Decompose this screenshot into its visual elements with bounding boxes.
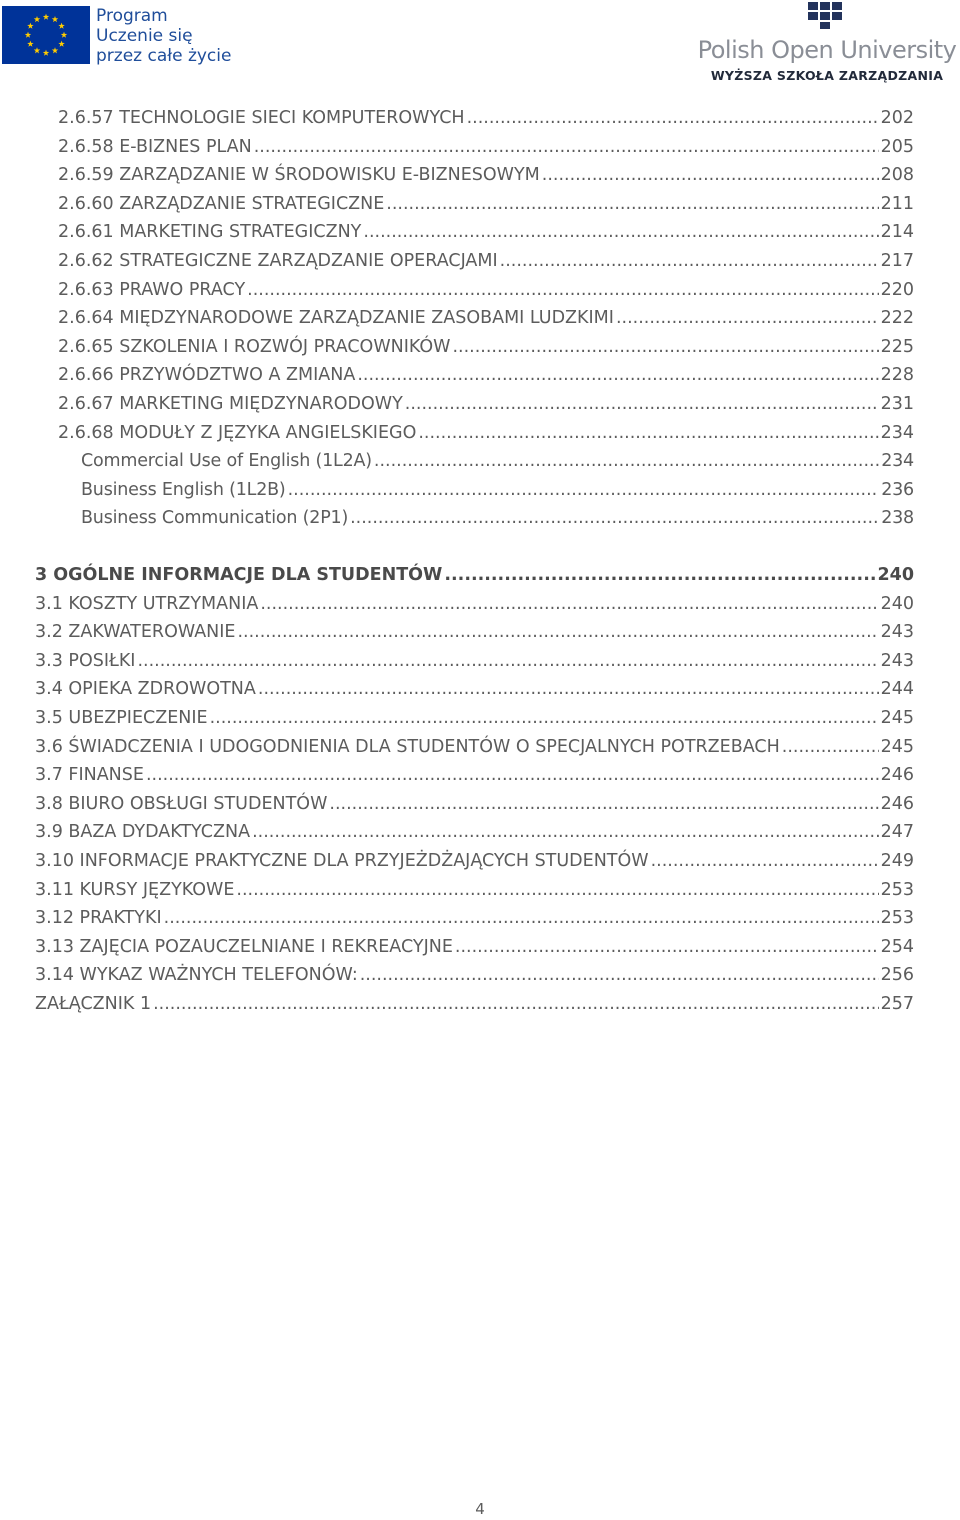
toc-entry-title: ZAŁĄCZNIK 1 — [35, 994, 152, 1014]
toc-dot-leader — [153, 994, 879, 1014]
toc-entry[interactable] — [35, 937, 914, 965]
toc-entry-title: 3.5 UBEZPIECZENIE — [35, 708, 208, 728]
toc-entry-page: 205 — [880, 136, 914, 157]
toc-entry-page: 245 — [880, 708, 914, 728]
toc-entry[interactable] — [81, 508, 914, 536]
toc-dot-leader — [500, 251, 879, 271]
toc-entry-title: 2.6.58 E-BIZNES PLAN — [58, 136, 252, 157]
toc-entry-page: 246 — [880, 765, 914, 786]
toc-entry-title: 3.2 ZAKWATEROWANIE — [35, 622, 236, 643]
toc-entry[interactable] — [35, 994, 914, 1022]
university-logo — [696, 0, 958, 86]
program-line-3: przez całe życie — [96, 46, 232, 66]
toc-entry-page: 228 — [880, 365, 914, 386]
toc-entry[interactable] — [58, 137, 914, 165]
toc-dot-leader — [360, 965, 879, 985]
toc-entry-title: 3.13 ZAJĘCIA POZAUCZELNIANE I REKREACYJNE — [35, 936, 453, 957]
toc-entry-title: Business English (1L2B) — [81, 479, 286, 500]
toc-dot-leader — [357, 365, 878, 385]
toc-entry[interactable] — [58, 194, 914, 222]
toc-dot-leader — [254, 137, 879, 157]
toc-dot-leader — [444, 565, 875, 585]
toc-entry-title: 3.11 KURSY JĘZYKOWE — [35, 879, 235, 900]
toc-entry-title: 2.6.62 STRATEGICZNE ZARZĄDZANIE OPERACJAMI — [58, 251, 498, 271]
toc-entry-title: 3.4 OPIEKA ZDROWOTNA — [35, 679, 256, 700]
toc-entry[interactable] — [35, 622, 914, 650]
program-line-2: Uczenie się — [96, 26, 193, 46]
toc-entry-title: 3.12 PRAKTYKI — [35, 908, 162, 929]
toc-entry-page: 247 — [880, 822, 914, 843]
toc-dot-leader — [288, 480, 880, 500]
toc-entry[interactable] — [58, 308, 914, 336]
toc-entry[interactable] — [35, 651, 914, 679]
toc-entry-page: 234 — [880, 422, 914, 443]
toc-entry-page: 254 — [880, 936, 914, 957]
toc-dot-leader — [452, 337, 878, 357]
toc-entry-title: 3 OGÓLNE INFORMACJE DLA STUDENTÓW — [35, 565, 443, 585]
toc-dot-leader — [374, 451, 879, 471]
toc-entry-title: 2.6.68 MODUŁY Z JĘZYKA ANGIELSKIEGO — [58, 422, 417, 443]
toc-entry[interactable] — [35, 822, 914, 850]
toc-entry[interactable] — [35, 908, 914, 936]
toc-entry-title: Commercial Use of English (1L2A) — [81, 451, 372, 472]
toc-entry[interactable] — [35, 679, 914, 707]
toc-entry[interactable] — [35, 880, 914, 908]
toc-entry-title: 2.6.63 PRAWO PRACY — [58, 279, 246, 300]
toc-entry[interactable] — [35, 708, 914, 736]
toc-dot-leader — [350, 508, 879, 528]
toc-entry-page: 238 — [881, 508, 914, 529]
toc-entry-title: Business Communication (2P1) — [81, 508, 349, 529]
toc-entry-title: 2.6.60 ZARZĄDZANIE STRATEGICZNE — [58, 193, 385, 214]
toc-entry-page: 214 — [880, 222, 914, 243]
toc-dot-leader — [247, 280, 878, 300]
toc-entry-title: 2.6.67 MARKETING MIĘDZYNARODOWY — [58, 394, 403, 414]
toc-entry[interactable] — [35, 737, 914, 765]
toc-entry-page: 253 — [880, 908, 914, 929]
toc-entry-page: 243 — [880, 622, 914, 643]
toc-entry-page: 225 — [880, 336, 914, 357]
toc-entry-page: 256 — [880, 965, 914, 986]
toc-dot-leader — [616, 308, 879, 328]
toc-entry-page: 246 — [880, 793, 914, 814]
toc-entry-page: 231 — [880, 394, 914, 414]
toc-entry-page: 208 — [880, 165, 914, 186]
toc-entry-title: 3.3 POSIŁKI — [35, 650, 136, 671]
toc-dot-leader — [210, 708, 879, 728]
toc-dot-leader — [164, 908, 879, 928]
page-number: 4 — [475, 1500, 485, 1518]
toc-dot-leader — [260, 594, 878, 614]
toc-dot-leader — [237, 622, 878, 642]
toc-entry-title: 2.6.64 MIĘDZYNARODOWE ZARZĄDZANIE ZASOBAMI LUDZKIMI — [58, 308, 614, 329]
toc-entry-title: 2.6.66 PRZYWÓDZTWO A ZMIANA — [58, 365, 356, 386]
university-mark-icon — [808, 2, 842, 29]
toc-entry-title: 2.6.61 MARKETING STRATEGICZNY — [58, 222, 362, 243]
toc-entry-page: 257 — [880, 994, 914, 1014]
toc-entry-title: 3.1 KOSZTY UTRZYMANIA — [35, 593, 259, 614]
toc-entry-title: 3.10 INFORMACJE PRAKTYCZNE DLA PRZYJEŻDŻAJĄCYCH STUDENTÓW — [35, 851, 649, 871]
toc-entry-page: 236 — [881, 479, 914, 500]
toc-entry[interactable] — [58, 280, 914, 308]
toc-dot-leader — [782, 737, 879, 757]
program-line-1: Program — [96, 6, 168, 26]
toc-dot-leader — [236, 880, 878, 900]
toc-entry[interactable] — [58, 251, 914, 279]
toc-entry[interactable] — [58, 108, 914, 136]
toc-entry-title: 2.6.65 SZKOLENIA I ROZWÓJ PRACOWNIKÓW — [58, 336, 451, 357]
toc-entry-page: 240 — [880, 593, 914, 614]
toc-entry[interactable] — [35, 794, 914, 822]
toc-entry-title: 3.7 FINANSE — [35, 765, 144, 786]
toc-dot-leader — [418, 423, 878, 443]
toc-entry-page: 240 — [877, 565, 914, 585]
toc-entry[interactable] — [58, 337, 914, 365]
toc-dot-leader — [455, 937, 879, 957]
toc-dot-leader — [252, 822, 879, 842]
toc-dot-leader — [329, 794, 878, 814]
program-title — [96, 6, 276, 66]
toc-dot-leader — [386, 194, 878, 214]
toc-entry[interactable] — [35, 965, 914, 993]
toc-entry-page: 243 — [880, 650, 914, 671]
toc-entry-page: 253 — [880, 879, 914, 900]
toc-entry[interactable] — [58, 365, 914, 393]
university-name: Polish Open University — [697, 36, 957, 64]
toc-entry[interactable] — [58, 394, 914, 422]
toc-entry-page: 220 — [880, 279, 914, 300]
toc-entry-page: 244 — [880, 679, 914, 700]
toc-entry[interactable] — [58, 165, 914, 193]
toc-dot-leader — [405, 394, 879, 414]
toc-entry-page: 245 — [880, 736, 914, 757]
toc-entry-title: 3.9 BAZA DYDAKTYCZNA — [35, 822, 251, 843]
university-subtitle: WYŻSZA SZKOŁA ZARZĄDZANIA — [710, 68, 944, 83]
toc-entry-page: 202 — [880, 108, 914, 128]
toc-entry-page: 249 — [880, 851, 914, 871]
toc-entry-page: 222 — [880, 308, 914, 329]
toc-entry-title: 3.8 BIURO OBSŁUGI STUDENTÓW — [35, 793, 328, 814]
toc-entry[interactable] — [58, 222, 914, 250]
toc-dot-leader — [363, 222, 878, 242]
toc-dot-leader — [651, 851, 879, 871]
toc-dot-leader — [146, 765, 879, 785]
toc-dot-leader — [258, 679, 879, 699]
toc-entry-page: 211 — [880, 193, 914, 214]
toc-entry-title: 2.6.59 ZARZĄDZANIE W ŚRODOWISKU E-BIZNESOWYM — [58, 165, 540, 186]
toc-dot-leader — [542, 165, 879, 185]
toc-entry[interactable] — [58, 423, 914, 451]
toc-entry-page: 217 — [880, 251, 914, 271]
toc-entry[interactable] — [35, 565, 914, 593]
toc-entry-title: 3.14 WYKAZ WAŻNYCH TELEFONÓW: — [35, 965, 358, 986]
eu-flag-logo — [2, 6, 90, 64]
toc-entry[interactable] — [35, 851, 914, 879]
toc-entry[interactable] — [81, 451, 914, 479]
toc-dot-leader — [137, 651, 878, 671]
toc-entry[interactable] — [35, 594, 914, 622]
toc-entry[interactable] — [81, 480, 914, 508]
toc-entry[interactable] — [35, 765, 914, 793]
toc-entry-title: 2.6.57 TECHNOLOGIE SIECI KOMPUTEROWYCH — [58, 108, 465, 128]
toc-entry-title: 3.6 ŚWIADCZENIA I UDOGODNIENIA DLA STUDENTÓW O SPECJALNYCH POTRZEBACH — [35, 736, 780, 757]
toc-dot-leader — [467, 108, 879, 128]
toc-entry-page: 234 — [881, 451, 914, 472]
